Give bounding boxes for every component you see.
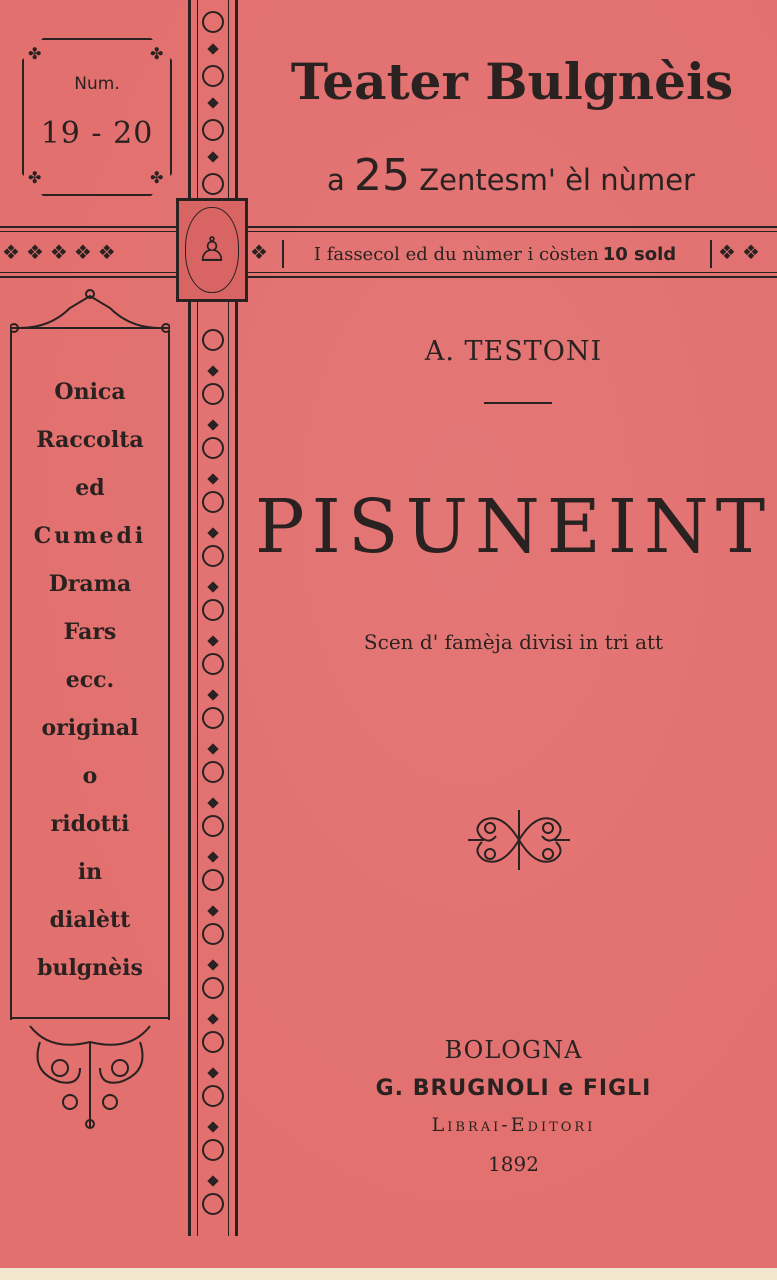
band-rule-bottom <box>0 276 777 278</box>
side-item: Cumedi <box>33 523 147 549</box>
side-item: Raccolta <box>36 427 144 453</box>
side-item: dialètt <box>49 907 131 933</box>
side-item: original <box>41 715 139 741</box>
rosette-icon <box>203 1032 223 1052</box>
rosette-icon <box>203 708 223 728</box>
column-ornaments <box>191 0 235 1236</box>
diamond-rosette-icon: ❖ <box>741 240 762 264</box>
rosette-icon <box>203 120 223 140</box>
author-rule <box>484 402 552 404</box>
scroll-fleuron-icon <box>462 802 576 878</box>
side-item: o <box>82 763 98 789</box>
band-ornament-right <box>718 236 762 268</box>
author-name: A. TESTONI <box>424 336 603 367</box>
rosette-icon <box>203 1140 223 1160</box>
side-scroll-ornament <box>10 1012 170 1132</box>
diamond-rosette-icon: ❖ <box>2 240 22 264</box>
rosette-icon <box>203 384 223 404</box>
imprint-editors: Librai-Editori <box>431 1114 596 1136</box>
play-subtitle: Scen d' famèja divisi in tri att <box>363 630 664 654</box>
vertical-ornament-column <box>188 0 238 1236</box>
rosette-icon <box>203 66 223 86</box>
imprint-year: 1892 <box>488 1152 539 1176</box>
corner-ornament-icon: ✤ <box>28 44 42 63</box>
rosette-icon <box>203 978 223 998</box>
side-item: ridotti <box>50 811 130 837</box>
rosette-icon <box>203 1194 223 1214</box>
diamond-rosette-icon: ❖ <box>49 240 70 264</box>
rosette-icon <box>203 492 223 512</box>
fascicle-text: I fassecol ed du nùmer i còsten <box>313 243 599 265</box>
fascicle-price: 10 sold <box>602 243 677 265</box>
diamond-rosette-icon: ❖ <box>718 240 738 264</box>
play-title: PISUNEINT <box>254 484 773 570</box>
rosette-icon <box>203 870 223 890</box>
side-item: in <box>77 859 103 885</box>
rosette-icon <box>203 600 223 620</box>
price-line <box>250 150 772 201</box>
corner-ornament-icon: ✤ <box>150 44 164 63</box>
corner-ornament-icon: ✤ <box>150 168 164 187</box>
band-rule-top <box>0 226 777 228</box>
side-item: Onica <box>54 379 126 405</box>
rosette-icon <box>203 330 223 350</box>
corner-ornament-icon: ✤ <box>28 168 42 187</box>
series-title: Teater Bulgnèis <box>290 52 734 111</box>
side-item: bulgnèis <box>37 955 143 981</box>
imprint-publisher: G. BRUGNOLI e FIGLI <box>375 1076 652 1101</box>
diamond-rosette-icon: ❖ <box>250 240 270 264</box>
band-ornament-mid <box>250 236 270 268</box>
band-ornament-left <box>2 236 118 268</box>
rosette-icon <box>203 654 223 674</box>
rosette-icon <box>203 546 223 566</box>
side-panel-pediment <box>10 288 170 334</box>
fascicle-note <box>282 240 712 268</box>
imprint-city: BOLOGNA <box>444 1036 583 1064</box>
price-prefix: a <box>327 163 345 197</box>
number-label: Num. <box>74 74 120 94</box>
diamond-rosette-icon: ❖ <box>73 240 94 264</box>
rosette-icon <box>203 816 223 836</box>
rosette-icon <box>203 762 223 782</box>
side-item: Drama <box>48 571 132 597</box>
side-panel-list <box>10 368 170 992</box>
page-edge <box>0 1268 777 1280</box>
side-item: ed <box>75 475 105 501</box>
rosette-icon <box>203 924 223 944</box>
side-item: ecc. <box>65 667 115 693</box>
number-value: 19 - 20 <box>40 116 154 151</box>
rosette-icon <box>203 1086 223 1106</box>
standing-figure-icon: ♙ <box>185 207 239 293</box>
price-suffix: Zentesm' èl nùmer <box>419 163 695 197</box>
band-rule-top-inner <box>0 231 777 232</box>
crossing-medallion <box>176 198 248 302</box>
diamond-rosette-icon: ❖ <box>97 240 118 264</box>
diamond-rosette-icon: ❖ <box>25 240 46 264</box>
rosette-icon <box>203 12 223 32</box>
rosette-icon <box>203 174 223 194</box>
rosette-icon <box>203 438 223 458</box>
price-number: 25 <box>354 150 411 201</box>
band-rule-bottom-inner <box>0 272 777 273</box>
side-item: Fars <box>63 619 117 645</box>
